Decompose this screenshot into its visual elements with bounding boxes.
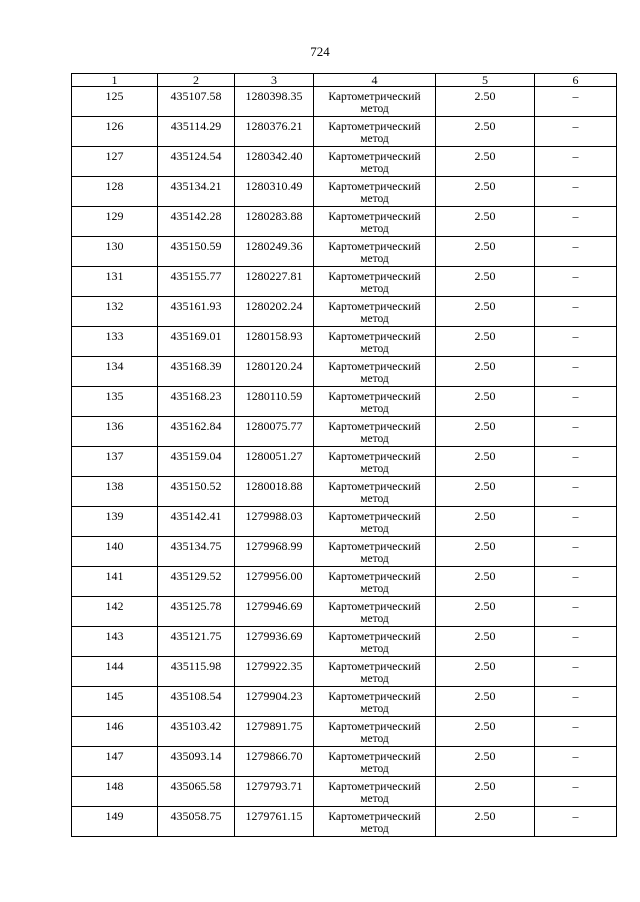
note-cell: – xyxy=(535,207,617,237)
method-text-line-2: метод xyxy=(360,703,389,715)
accuracy-cell: 2.50 xyxy=(436,87,535,117)
note-cell: – xyxy=(535,447,617,477)
method-text-line-2: метод xyxy=(360,283,389,295)
x-coordinate-cell: 435142.41 xyxy=(158,507,235,537)
x-coordinate-cell: 435103.42 xyxy=(158,717,235,747)
y-coordinate-cell: 1279988.03 xyxy=(235,507,314,537)
x-coordinate-cell: 435169.01 xyxy=(158,327,235,357)
y-coordinate-cell: 1279904.23 xyxy=(235,687,314,717)
point-number-cell: 136 xyxy=(72,417,158,447)
note-cell: – xyxy=(535,357,617,387)
method-cell xyxy=(314,747,436,777)
method-text-line-2: метод xyxy=(360,493,389,505)
x-coordinate-cell: 435129.52 xyxy=(158,567,235,597)
point-number-cell: 138 xyxy=(72,477,158,507)
method-text-line-1: Картометрический xyxy=(328,151,421,163)
accuracy-cell: 2.50 xyxy=(436,597,535,627)
method-cell xyxy=(314,687,436,717)
x-coordinate-cell: 435162.84 xyxy=(158,417,235,447)
y-coordinate-cell: 1280398.35 xyxy=(235,87,314,117)
y-coordinate-cell: 1280227.81 xyxy=(235,267,314,297)
method-text-line-2: метод xyxy=(360,523,389,535)
note-cell: – xyxy=(535,627,617,657)
table-row xyxy=(72,147,617,177)
method-text-line-2: метод xyxy=(360,103,389,115)
method-text-line-1: Картометрический xyxy=(328,421,421,433)
accuracy-cell: 2.50 xyxy=(436,477,535,507)
method-text-line-2: метод xyxy=(360,553,389,565)
y-coordinate-cell: 1280110.59 xyxy=(235,387,314,417)
y-coordinate-cell: 1280283.88 xyxy=(235,207,314,237)
coordinates-table xyxy=(71,73,617,837)
y-coordinate-cell: 1279968.99 xyxy=(235,537,314,567)
accuracy-cell: 2.50 xyxy=(436,747,535,777)
y-coordinate-cell: 1280310.49 xyxy=(235,177,314,207)
method-text-line-1: Картометрический xyxy=(328,541,421,553)
method-text-line-1: Картометрический xyxy=(328,241,421,253)
x-coordinate-cell: 435121.75 xyxy=(158,627,235,657)
method-cell xyxy=(314,447,436,477)
accuracy-cell: 2.50 xyxy=(436,357,535,387)
accuracy-cell: 2.50 xyxy=(436,267,535,297)
method-text-line-1: Картометрический xyxy=(328,571,421,583)
method-text-line-2: метод xyxy=(360,583,389,595)
method-cell xyxy=(314,657,436,687)
note-cell: – xyxy=(535,417,617,447)
note-cell: – xyxy=(535,537,617,567)
method-text-line-2: метод xyxy=(360,373,389,385)
table-row xyxy=(72,297,617,327)
x-coordinate-cell: 435134.21 xyxy=(158,177,235,207)
accuracy-cell: 2.50 xyxy=(436,507,535,537)
y-coordinate-cell: 1280342.40 xyxy=(235,147,314,177)
x-coordinate-cell: 435159.04 xyxy=(158,447,235,477)
x-coordinate-cell: 435115.98 xyxy=(158,657,235,687)
y-coordinate-cell: 1279956.00 xyxy=(235,567,314,597)
method-text-line-2: метод xyxy=(360,163,389,175)
table-row xyxy=(72,177,617,207)
accuracy-cell: 2.50 xyxy=(436,387,535,417)
x-coordinate-cell: 435142.28 xyxy=(158,207,235,237)
point-number-cell: 130 xyxy=(72,237,158,267)
point-number-cell: 125 xyxy=(72,87,158,117)
method-cell xyxy=(314,267,436,297)
method-cell xyxy=(314,387,436,417)
method-cell xyxy=(314,777,436,807)
method-text-line-1: Картометрический xyxy=(328,331,421,343)
method-text-line-2: метод xyxy=(360,673,389,685)
method-text-line-2: метод xyxy=(360,793,389,805)
note-cell: – xyxy=(535,657,617,687)
method-text-line-1: Картометрический xyxy=(328,601,421,613)
method-text-line-2: метод xyxy=(360,403,389,415)
y-coordinate-cell: 1279936.69 xyxy=(235,627,314,657)
x-coordinate-cell: 435125.78 xyxy=(158,597,235,627)
note-cell: – xyxy=(535,327,617,357)
method-cell xyxy=(314,117,436,147)
accuracy-cell: 2.50 xyxy=(436,117,535,147)
table-row xyxy=(72,447,617,477)
y-coordinate-cell: 1280249.36 xyxy=(235,237,314,267)
method-cell xyxy=(314,597,436,627)
point-number-cell: 135 xyxy=(72,387,158,417)
y-coordinate-cell: 1280158.93 xyxy=(235,327,314,357)
method-text-line-2: метод xyxy=(360,823,389,835)
x-coordinate-cell: 435161.93 xyxy=(158,297,235,327)
point-number-cell: 145 xyxy=(72,687,158,717)
point-number-cell: 129 xyxy=(72,207,158,237)
method-text-line-1: Картометрический xyxy=(328,721,421,733)
table-row xyxy=(72,207,617,237)
x-coordinate-cell: 435124.54 xyxy=(158,147,235,177)
table-header-row xyxy=(72,74,617,87)
method-text-line-1: Картометрический xyxy=(328,361,421,373)
accuracy-cell: 2.50 xyxy=(436,777,535,807)
accuracy-cell: 2.50 xyxy=(436,627,535,657)
method-text-line-2: метод xyxy=(360,343,389,355)
method-cell xyxy=(314,717,436,747)
x-coordinate-cell: 435058.75 xyxy=(158,807,235,837)
note-cell: – xyxy=(535,777,617,807)
method-text-line-2: метод xyxy=(360,643,389,655)
note-cell: – xyxy=(535,717,617,747)
note-cell: – xyxy=(535,807,617,837)
method-text-line-1: Картометрический xyxy=(328,661,421,673)
accuracy-cell: 2.50 xyxy=(436,417,535,447)
method-text-line-1: Картометрический xyxy=(328,271,421,283)
method-text-line-1: Картометрический xyxy=(328,781,421,793)
point-number-cell: 131 xyxy=(72,267,158,297)
table-row xyxy=(72,417,617,447)
method-cell xyxy=(314,327,436,357)
x-coordinate-cell: 435065.58 xyxy=(158,777,235,807)
method-text-line-1: Картометрический xyxy=(328,631,421,643)
accuracy-cell: 2.50 xyxy=(436,237,535,267)
method-cell xyxy=(314,177,436,207)
method-text-line-2: метод xyxy=(360,733,389,745)
point-number-cell: 128 xyxy=(72,177,158,207)
method-text-line-1: Картометрический xyxy=(328,811,421,823)
y-coordinate-cell: 1280376.21 xyxy=(235,117,314,147)
point-number-cell: 141 xyxy=(72,567,158,597)
point-number-cell: 139 xyxy=(72,507,158,537)
note-cell: – xyxy=(535,267,617,297)
y-coordinate-cell: 1279946.69 xyxy=(235,597,314,627)
y-coordinate-cell: 1280202.24 xyxy=(235,297,314,327)
method-text-line-1: Картометрический xyxy=(328,121,421,133)
table-row xyxy=(72,267,617,297)
method-text-line-2: метод xyxy=(360,313,389,325)
method-text-line-2: метод xyxy=(360,463,389,475)
table-row xyxy=(72,717,617,747)
y-coordinate-cell: 1279891.75 xyxy=(235,717,314,747)
method-cell xyxy=(314,87,436,117)
accuracy-cell: 2.50 xyxy=(436,327,535,357)
note-cell: – xyxy=(535,87,617,117)
point-number-cell: 149 xyxy=(72,807,158,837)
column-header: 2 xyxy=(158,74,235,87)
method-text-line-2: метод xyxy=(360,133,389,145)
column-header: 1 xyxy=(72,74,158,87)
accuracy-cell: 2.50 xyxy=(436,147,535,177)
accuracy-cell: 2.50 xyxy=(436,657,535,687)
accuracy-cell: 2.50 xyxy=(436,207,535,237)
y-coordinate-cell: 1280051.27 xyxy=(235,447,314,477)
point-number-cell: 147 xyxy=(72,747,158,777)
accuracy-cell: 2.50 xyxy=(436,687,535,717)
point-number-cell: 144 xyxy=(72,657,158,687)
table-row xyxy=(72,357,617,387)
method-text-line-2: метод xyxy=(360,223,389,235)
table-body xyxy=(72,87,617,837)
method-cell xyxy=(314,807,436,837)
note-cell: – xyxy=(535,387,617,417)
x-coordinate-cell: 435134.75 xyxy=(158,537,235,567)
method-text-line-1: Картометрический xyxy=(328,211,421,223)
x-coordinate-cell: 435150.59 xyxy=(158,237,235,267)
x-coordinate-cell: 435168.39 xyxy=(158,357,235,387)
method-text-line-1: Картометрический xyxy=(328,391,421,403)
method-cell xyxy=(314,417,436,447)
table-row xyxy=(72,657,617,687)
accuracy-cell: 2.50 xyxy=(436,447,535,477)
method-text-line-1: Картометрический xyxy=(328,181,421,193)
table-row xyxy=(72,627,617,657)
y-coordinate-cell: 1279761.15 xyxy=(235,807,314,837)
accuracy-cell: 2.50 xyxy=(436,177,535,207)
table-row xyxy=(72,387,617,417)
method-cell xyxy=(314,537,436,567)
y-coordinate-cell: 1280018.88 xyxy=(235,477,314,507)
note-cell: – xyxy=(535,237,617,267)
point-number-cell: 142 xyxy=(72,597,158,627)
accuracy-cell: 2.50 xyxy=(436,717,535,747)
point-number-cell: 146 xyxy=(72,717,158,747)
method-text-line-1: Картометрический xyxy=(328,91,421,103)
note-cell: – xyxy=(535,597,617,627)
method-text-line-1: Картометрический xyxy=(328,301,421,313)
point-number-cell: 134 xyxy=(72,357,158,387)
accuracy-cell: 2.50 xyxy=(436,537,535,567)
table-row xyxy=(72,327,617,357)
method-text-line-1: Картометрический xyxy=(328,451,421,463)
table-row xyxy=(72,747,617,777)
table-row xyxy=(72,87,617,117)
page-number: 724 xyxy=(310,44,330,59)
table-row xyxy=(72,537,617,567)
method-cell xyxy=(314,567,436,597)
accuracy-cell: 2.50 xyxy=(436,297,535,327)
y-coordinate-cell: 1279793.71 xyxy=(235,777,314,807)
note-cell: – xyxy=(535,747,617,777)
table-row xyxy=(72,117,617,147)
note-cell: – xyxy=(535,177,617,207)
method-cell xyxy=(314,507,436,537)
x-coordinate-cell: 435093.14 xyxy=(158,747,235,777)
note-cell: – xyxy=(535,567,617,597)
table-row xyxy=(72,237,617,267)
x-coordinate-cell: 435150.52 xyxy=(158,477,235,507)
point-number-cell: 127 xyxy=(72,147,158,177)
column-header: 3 xyxy=(235,74,314,87)
table-row xyxy=(72,807,617,837)
note-cell: – xyxy=(535,477,617,507)
point-number-cell: 132 xyxy=(72,297,158,327)
accuracy-cell: 2.50 xyxy=(436,807,535,837)
method-text-line-2: метод xyxy=(360,763,389,775)
method-text-line-1: Картометрический xyxy=(328,481,421,493)
method-cell xyxy=(314,477,436,507)
table-row xyxy=(72,507,617,537)
y-coordinate-cell: 1279866.70 xyxy=(235,747,314,777)
x-coordinate-cell: 435114.29 xyxy=(158,117,235,147)
note-cell: – xyxy=(535,297,617,327)
note-cell: – xyxy=(535,507,617,537)
note-cell: – xyxy=(535,147,617,177)
method-text-line-2: метод xyxy=(360,613,389,625)
table-row xyxy=(72,687,617,717)
x-coordinate-cell: 435108.54 xyxy=(158,687,235,717)
accuracy-cell: 2.50 xyxy=(436,567,535,597)
method-text-line-2: метод xyxy=(360,253,389,265)
x-coordinate-cell: 435155.77 xyxy=(158,267,235,297)
method-cell xyxy=(314,297,436,327)
point-number-cell: 133 xyxy=(72,327,158,357)
method-cell xyxy=(314,207,436,237)
point-number-cell: 143 xyxy=(72,627,158,657)
note-cell: – xyxy=(535,687,617,717)
column-header: 5 xyxy=(436,74,535,87)
method-cell xyxy=(314,357,436,387)
method-cell xyxy=(314,237,436,267)
column-header: 6 xyxy=(535,74,617,87)
method-text-line-2: метод xyxy=(360,433,389,445)
table-row xyxy=(72,567,617,597)
y-coordinate-cell: 1279922.35 xyxy=(235,657,314,687)
x-coordinate-cell: 435107.58 xyxy=(158,87,235,117)
method-text-line-2: метод xyxy=(360,193,389,205)
y-coordinate-cell: 1280075.77 xyxy=(235,417,314,447)
method-cell xyxy=(314,627,436,657)
method-cell xyxy=(314,147,436,177)
point-number-cell: 137 xyxy=(72,447,158,477)
table-row xyxy=(72,777,617,807)
method-text-line-1: Картометрический xyxy=(328,751,421,763)
point-number-cell: 148 xyxy=(72,777,158,807)
point-number-cell: 140 xyxy=(72,537,158,567)
note-cell: – xyxy=(535,117,617,147)
table-row xyxy=(72,477,617,507)
point-number-cell: 126 xyxy=(72,117,158,147)
table-row xyxy=(72,597,617,627)
column-header: 4 xyxy=(314,74,436,87)
y-coordinate-cell: 1280120.24 xyxy=(235,357,314,387)
method-text-line-1: Картометрический xyxy=(328,691,421,703)
method-text-line-1: Картометрический xyxy=(328,511,421,523)
x-coordinate-cell: 435168.23 xyxy=(158,387,235,417)
